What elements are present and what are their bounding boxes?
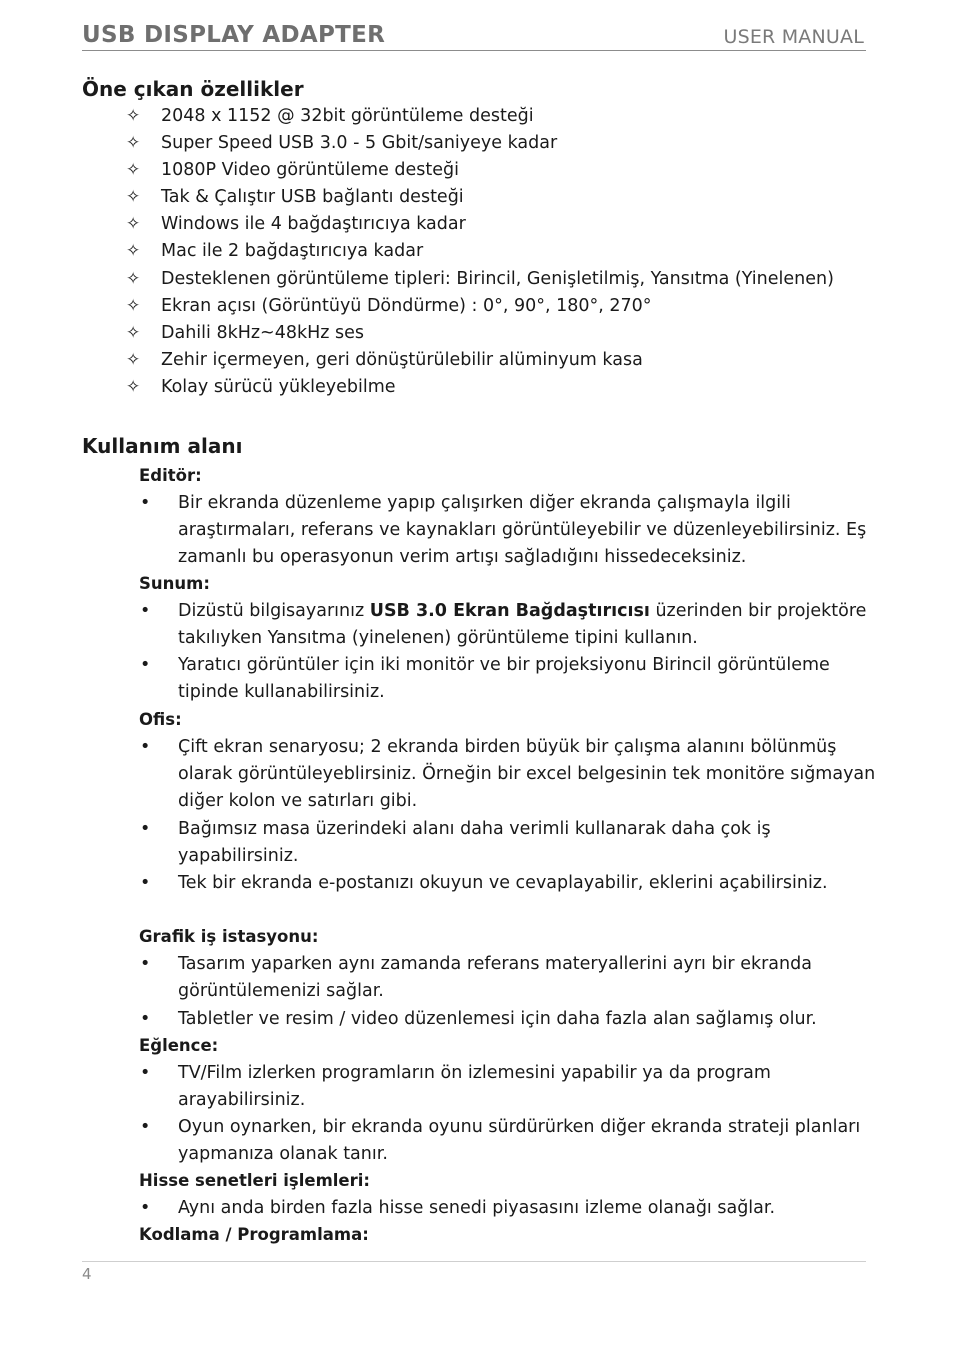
bullet-glyph: • bbox=[140, 1117, 151, 1137]
features-heading: Öne çıkan özellikler bbox=[82, 77, 304, 101]
list-item: Bir ekranda düzenleme yapıp çalışırken diğer ekranda çalışmayla ilgili araştırmaları, referans ve kaynakları görüntüleyebilir ve düzenleyebilirsiniz. Eş zamanlı bu operasyonun verim artışı sağladığını hissedeceksiniz. bbox=[178, 493, 867, 567]
four-point-star-icon: ✧ bbox=[126, 377, 141, 397]
four-point-star-icon: ✧ bbox=[126, 269, 141, 289]
list-item: Tasarım yaparken aynı zamanda referans materyallerini ayrı bir ekranda görüntülemenizi sağlar. bbox=[178, 954, 812, 1001]
list-item: ✧ Dahili 8kHz~48kHz ses bbox=[126, 323, 365, 343]
list-item: ✧ Desteklenen görüntüleme tipleri: Birincil, Genişletilmiş, Yansıtma (Yinelenen) bbox=[126, 269, 834, 289]
usage-heading: Kullanım alanı bbox=[82, 434, 243, 458]
list-item: Aynı anda birden fazla hisse senedi piyasasını izleme olanağı sağlar. bbox=[178, 1198, 776, 1218]
four-point-star-icon: ✧ bbox=[126, 296, 141, 316]
list-item: Tabletler ve resim / video düzenlemesi için daha fazla alan sağlamış olur. bbox=[178, 1009, 817, 1029]
subheading-coding: Kodlama / Programlama: bbox=[139, 1225, 369, 1244]
list-item: ✧ Zehir içermeyen, geri dönüştürülebilir alüminyum kasa bbox=[126, 350, 643, 370]
bullet-glyph: • bbox=[140, 954, 151, 974]
subheading-presentation: Sunum: bbox=[139, 574, 210, 593]
list-item: ✧ Kolay sürücü yükleyebilme bbox=[126, 377, 396, 397]
four-point-star-icon: ✧ bbox=[126, 323, 141, 343]
bullet-glyph: • bbox=[140, 655, 151, 675]
four-point-star-icon: ✧ bbox=[126, 187, 141, 207]
page-number: 4 bbox=[82, 1265, 92, 1283]
document-title: USB DISPLAY ADAPTER bbox=[82, 22, 386, 48]
list-item: ✧ Tak & Çalıştır USB bağlantı desteği bbox=[126, 187, 464, 207]
list-item: Tek bir ekranda e-postanızı okuyun ve cevaplayabilir, eklerini açabilirsiniz. bbox=[178, 873, 828, 893]
subheading-stock-trading: Hisse senetleri işlemleri: bbox=[139, 1171, 371, 1190]
list-item: Dizüstü bilgisayarınız USB 3.0 Ekran Bağdaştırıcısı üzerinden bir projektöre takılıyken Yansıtma (yinelenen) görüntüleme tipini kullanın. bbox=[178, 601, 867, 648]
subheading-graphics-workstation: Grafik iş istasyonu: bbox=[139, 927, 319, 946]
four-point-star-icon: ✧ bbox=[126, 241, 141, 261]
bullet-glyph: • bbox=[140, 873, 151, 893]
bullet-glyph: • bbox=[140, 737, 151, 757]
list-item: ✧ Windows ile 4 bağdaştırıcıya kadar bbox=[126, 214, 466, 234]
bullet-glyph: • bbox=[140, 601, 151, 621]
document-type-label: USER MANUAL bbox=[723, 26, 864, 48]
bullet-glyph: • bbox=[140, 1198, 151, 1218]
subheading-office: Ofis: bbox=[139, 710, 182, 729]
bullet-glyph: • bbox=[140, 1063, 151, 1083]
list-item: ✧ Super Speed USB 3.0 - 5 Gbit/saniyeye kadar bbox=[126, 133, 558, 153]
product-name: USB 3.0 Ekran Bağdaştırıcısı bbox=[369, 601, 650, 621]
page-header bbox=[82, 20, 866, 51]
list-item: ✧ 2048 x 1152 @ 32bit görüntüleme desteği bbox=[126, 106, 534, 126]
bullet-glyph: • bbox=[140, 819, 151, 839]
subheading-editor: Editör: bbox=[139, 466, 202, 485]
list-item: ✧ Mac ile 2 bağdaştırıcıya kadar bbox=[126, 241, 424, 261]
footer-divider bbox=[82, 1261, 866, 1262]
four-point-star-icon: ✧ bbox=[126, 350, 141, 370]
list-item: Oyun oynarken, bir ekranda oyunu sürdürürken diğer ekranda strateji planları yapmanıza olanak tanır. bbox=[178, 1117, 861, 1164]
list-item: Çift ekran senaryosu; 2 ekranda birden büyük bir çalışma alanını bölünmüş olarak görüntüleyeblirsiniz. Örneğin bir excel belgesinin tek monitöre sığmayan diğer kolon ve satırları gibi. bbox=[178, 737, 876, 811]
four-point-star-icon: ✧ bbox=[126, 160, 141, 180]
subheading-entertainment: Eğlence: bbox=[139, 1036, 219, 1055]
four-point-star-icon: ✧ bbox=[126, 214, 141, 234]
list-item: TV/Film izlerken programların ön izlemesini yapabilir ya da program arayabilirsiniz. bbox=[178, 1063, 771, 1110]
list-item: ✧ 1080P Video görüntüleme desteği bbox=[126, 160, 459, 180]
list-item: Bağımsız masa üzerindeki alanı daha verimli kullanarak daha çok iş yapabilirsiniz. bbox=[178, 819, 771, 866]
list-item: Yaratıcı görüntüler için iki monitör ve bir projeksiyonu Birincil görüntüleme tipinde kullanabilirsiniz. bbox=[178, 655, 830, 702]
list-item: ✧ Ekran açısı (Görüntüyü Döndürme) : 0°, 90°, 180°, 270° bbox=[126, 296, 652, 316]
bullet-glyph: • bbox=[140, 493, 151, 513]
bullet-glyph: • bbox=[140, 1009, 151, 1029]
four-point-star-icon: ✧ bbox=[126, 133, 141, 153]
four-point-star-icon: ✧ bbox=[126, 106, 141, 126]
